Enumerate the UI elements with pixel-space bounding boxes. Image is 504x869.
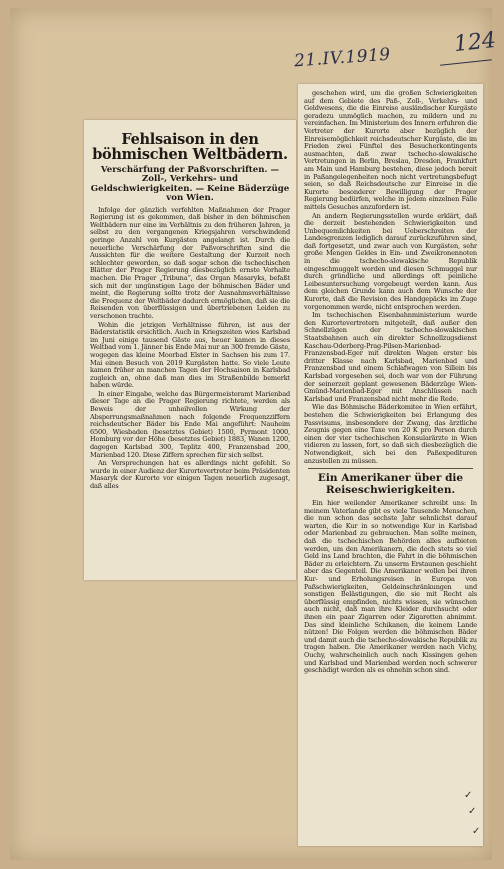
right-paragraph-3: Im tschechischen Eisenbahnministerium wurde den Kurortevertretern mitgeteilt, daß außer den Schnellzügen der tschecho-slowakischen Staatsbahnen auch ein direkter Schnellzugsdienst Kaschau-Oderberg-Prag-Pilsen-Marienbad-Franzensbad-Eger mit direkten Wagen erster bis dritter Klasse nach Karlsbad, Marienbad und Franzensbad und einem Schlafwagen von Sillein bis Karlsbad vorgesehen sei, doch war von der Führung der seinerzeit geplant gewesenen Bäderzüge Wien-Gmünd-Marienbad-Eger mit Anschlüssen nach Karlsbad und Franzensbad nicht mehr die Rede. — [304, 311, 477, 403]
right-paragraph-1: geschehen wird, um die großen Schwierigkeiten auf dem Gebiete des Paß-, Zoll-, Verkehrs- und Geldwesens, die die Einreise ausländischer Kurgäste geradezu unmöglich machen, zu mildern und zu vereinfachen. Im Ministerium des Innern erfuhren die Vertreter der Kurorte aber bezüglich der Einreisemöglichkeit reichsdeutscher Kurgäste, die im Frieden zwei Fünftel des Besucherkontingents ausmachten, daß zwar tschecho-slowakische Vertretungen in Berlin, Breslau, Dresden, Frankfurt am Main und Hamburg bestehen, diese jedoch bereit in Paßangelegenheiten noch nicht vertretungsbefugt seien, so daß Reichsdeutsche zur Einreise in die Kurorte besonderer Bewilligung der Prager Regierung bedürfen, welche in jedem einzelnen Falle mittels Gesuches anzufordern ist. — [304, 89, 477, 211]
right-paragraph-4: Wie das Böhmische Bäderkomitee in Wien erfährt, bestehen die Schwierigkeiten bei Erlangung des Passvisums, insbesondere der Zwang, das ärztliche Zeugnis gegen eine Taxe von 20 K pro Person durch einen der vier tschechischen Konsularärzte in Wien vidieren zu lassen, fort, so daß sich diesbezüglich die Notwendigkeit, sich bei den Paßexpedituren anzustellen zu müssen. — [304, 403, 477, 465]
right-paragraph-5: Ein hier weilender Amerikaner schreibt uns: In meinem Vaterlande gibt es viele Tausende Menschen, die nun schon das sechste Jahr sehnlichst darauf warten, die Kur in so notwendige Kur in Karlsbad oder Marienbad zu gebrauchen. Man sollte meinen, daß die tschechischen Behörden alles aufbieten werden, um den Amerikanern, die doch stets so viel Geld ins Land brachten, die Fahrt in die böhmischen Bäder zu erleichtern. Zu unserm Erstaunen geschieht aber das Gegenteil. Die Amerikaner wollen bei ihren Kur- und Erholungsreisen in Europa von Paßschwierigkeiten, Geldeinschränkungen und sonstigen Belästigungen, die sie mit Recht als überflüssig empfinden, nichts wissen, sie wünschen auch nicht, daß man ihre Kleider durchsucht oder ihnen ein paar Zigarren oder Zigaretten abnimmt. Das sind kleinliche Schikanen, die keinem Lande nützen! Die Folgen werden die böhmischen Bäder und damit auch die tschecho-slowakische Republik zu tragen haben. Die Amerikaner werden nach Vichy, Ouchy, wahrscheinlich auch nach Kissingen gehen und Karlsbad und Marienbad werden noch schwerer geschädigt werden als es ohnehin schon sind. — [304, 499, 477, 675]
handwritten-date: 21.IV.1919 — [293, 44, 392, 72]
article-subhead: Verschärfung der Paßvorschriften. — Zoll-, Verkehrs- und Geldschwierigkeiten. — Keine Bäderzüge von Wien. — [90, 165, 290, 204]
article-left-clipping — [84, 120, 296, 580]
article-headline: Fehlsaison in den böhmischen Weltbädern. — [92, 131, 288, 163]
page-number-underline — [440, 59, 492, 65]
handwritten-page-number: 124 — [452, 27, 498, 58]
margin-check-mark: ✓ — [472, 826, 481, 837]
section-subtitle: Ein Amerikaner über die Reiseschwierigkeiten. — [317, 472, 464, 496]
left-paragraph-2: Wohin die jetzigen Verhältnisse führen, ist aus der Bäderstatistik ersichtlich. Auch in Kriegszeiten wies Karlsbad im Juni einige tausend Gäste aus, heuer kamen in dieses Weltbad vom 1. Jänner bis Ende Mai nur an 300 fremde Gäste, wogegen das kleine Moorbad Elster in Sachsen bis zum 17. Mai einen Besuch von 2019 Kurgästen hatte. So viele Leute kamen früher an manchen Tagen der Hochsaison in Karlsbad zugleich an, ohne daß man dies im Straßenbilde bemerkt haben würde. — [90, 320, 290, 390]
left-paragraph-4: An Versprechungen hat es allerdings nicht gefehlt. So wurde in einer Audienz der Kurortevertreter beim Präsidenten Masaryk der Kurorte vor einigen Tagen neuerlich zugesagt, daß alles — [90, 459, 290, 490]
left-paragraph-3: In einer Eingabe, welche das Bürgermeisteramt Marienbad dieser Tage an die Prager Regierung richtete, werden als Beweis der unheilvollen Wirkung der Absperrungsmaßnahmen nach folgende Frequenzziffern reichsdeutscher Bäder bis Ende Mai angeführt: Nauheim 6500, Wiesbaden (besetztes Gebiet) 1500, Pyrmont 1000, Homburg vor der Höhe (besetztes Gebiet) 1883, Wanen 1200, dagegen Karlsbad 300, Teplitz 400, Franzensbad 200, Marienbad 120. Diese Ziffern sprechen für sich selbst. — [90, 389, 290, 459]
section-divider — [308, 468, 473, 469]
left-paragraph-1: Infolge der gänzlich verfehlten Maßnahmen der Prager Regierung ist es gekommen, daß bisher in den böhmischen Weltbädern nur eine im Verhältnis zu den früheren Jahren, ja selbst zu den vergangenen Kriegsjahren verschwindend geringe Anzahl von Kurgästen angelangt ist. Durch die neuerliche Verschärfung der Paßvorschriften sind die Aussichten für die weitere Gestaltung der Kurzeit noch schlechter geworden, so daß sogar schon die tschechischen Blätter der Prager Regierung diesbezüglich ernste Vorhalte machen. Die Prager „Tribuna“, das Organ Masaryks, befaßt sich mit der ungünstigen Lage der böhmischen Bäder und meint, die Regierung sollte trotz der Ausnahmsverhältnisse die Frequenz der Weltbäder dadurch ermöglichen, daß sie die Reisenden von überflüssigen und übertriebenen Leiden zu verschonen trachte. — [90, 205, 290, 320]
article-right-clipping — [298, 84, 483, 846]
margin-check-mark: ✓ — [468, 806, 477, 817]
margin-check-mark: ✓ — [464, 790, 473, 801]
right-paragraph-2: An andern Regierungsstellen wurde erklärt, daß die derzeit bestehenden Schwierigkeiten und Unbequemlichkeiten bei Ueberschreiten der Landesgrenzen lediglich darauf zurückzuführen sind, daß fortgesetzt, und zwar auch von Kurgästen, sehr große Mengen Geldes in Ein- und Zweikronennoten in die tschecho-slowakische Republik eingeschmuggelt werden und diesen Schmuggel nur durch gründliche und allerdings oft peinliche Leibesuntersuchung vorgebeugt werden kann. Aus dem gleichen Grunde kann auch dem Wunsche der Kurorte, daß die Revision des Handgepäcks im Zuge vorgenommen werde, nicht entsprochen werden. — [304, 211, 477, 311]
